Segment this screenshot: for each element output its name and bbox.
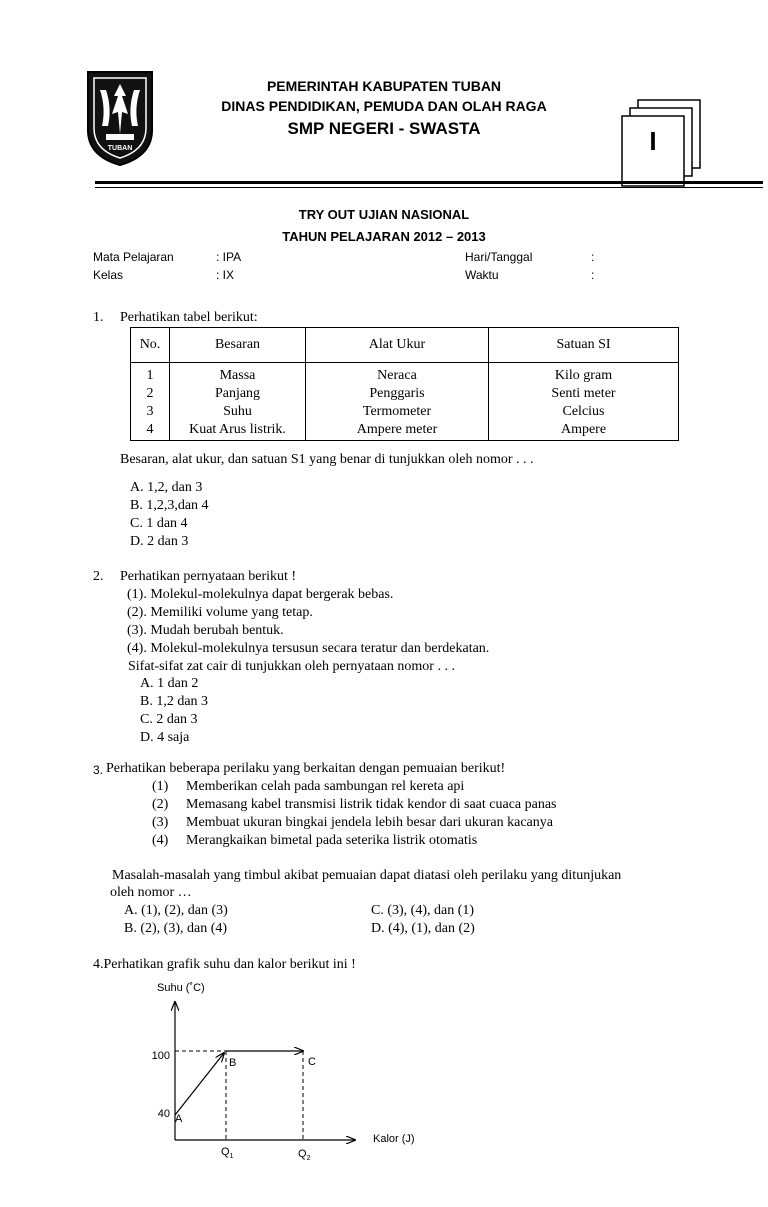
y-tick-label: 100 <box>151 1050 170 1062</box>
table-cell-satuan: Kilo gram Senti meter Celcius Ampere <box>489 363 679 441</box>
q2-statement-2: (2). Memiliki volume yang tetap. <box>127 605 313 620</box>
point-label-a: A <box>175 1113 183 1125</box>
date-label: Hari/Tanggal <box>465 250 533 264</box>
subject-value: : IPA <box>216 250 242 264</box>
q3-statement-text: Membuat ukuran bingkai jendela lebih besar dari ukuran kacanya <box>186 815 553 830</box>
exam-year: TAHUN PELAJARAN 2012 – 2013 <box>282 229 486 244</box>
header-line-2: DINAS PENDIDIKAN, PEMUDA DAN OLAH RAGA <box>221 98 547 114</box>
q4-prompt: 4.Perhatikan grafik suhu dan kalor berikut ini ! <box>93 957 356 972</box>
time-label: Waktu <box>465 268 499 282</box>
document-number: I <box>649 126 657 156</box>
y-tick-label: 40 <box>157 1108 170 1120</box>
q2-option-d[interactable]: D. 4 saja <box>140 730 190 745</box>
q3-prompt: Perhatikan beberapa perilaku yang berkaitan dengan pemuaian berikut! <box>106 761 506 776</box>
q3-option-d[interactable]: D. (4), (1), dan (2) <box>371 921 475 936</box>
q3-statement-text: Memasang kabel transmisi listrik tidak kendor di saat cuaca panas <box>186 797 557 812</box>
table-cell-besaran: Massa Panjang Suhu Kuat Arus listrik. <box>170 363 306 441</box>
q3-question-line-2: oleh nomor … <box>110 885 192 900</box>
time-value: : <box>591 268 595 282</box>
q1-number: 1. <box>93 310 104 325</box>
q2-option-b[interactable]: B. 1,2 dan 3 <box>140 694 209 709</box>
q1-option-a[interactable]: A. 1,2, dan 3 <box>130 480 203 495</box>
table-header-cell: Satuan SI <box>489 328 679 363</box>
y-axis-label: Suhu (˚C) <box>157 982 205 994</box>
q3-question-line-1: Masalah-masalah yang timbul akibat pemuaian dapat diatasi oleh perilaku yang ditunjukan <box>112 868 622 883</box>
q3-statement-text: Merangkaikan bimetal pada seterika listrik otomatis <box>186 833 478 848</box>
q3-statement-num: (1) <box>152 779 169 794</box>
q1-option-b[interactable]: B. 1,2,3,dan 4 <box>130 498 209 513</box>
q1-prompt: Perhatikan tabel berikut: <box>120 310 258 325</box>
header-line-1: PEMERINTAH KABUPATEN TUBAN <box>266 78 502 94</box>
q3-statement-text: Memberikan celah pada sambungan rel kereta api <box>186 779 465 794</box>
q3-option-c[interactable]: C. (3), (4), dan (1) <box>371 903 475 918</box>
table-header-cell: No. <box>131 328 170 363</box>
q1-option-c[interactable]: C. 1 dan 4 <box>130 516 188 531</box>
x-axis-label: Kalor (J) <box>373 1133 415 1145</box>
class-label: Kelas <box>93 268 124 282</box>
table-cell-numbers: 1 2 3 4 <box>131 363 170 441</box>
q3-statement-num: (4) <box>152 833 169 848</box>
q1-option-d[interactable]: D. 2 dan 3 <box>130 534 189 549</box>
q2-number: 2. <box>93 569 104 584</box>
q3-option-a[interactable]: A. (1), (2), dan (3) <box>124 903 228 918</box>
q3-statement-num: (3) <box>152 815 169 830</box>
segment-a-b <box>175 1053 224 1115</box>
q3-number: 3. <box>93 763 104 777</box>
q3-option-b[interactable]: B. (2), (3), dan (4) <box>124 921 228 936</box>
table-cell-alat-ukur: Neraca Penggaris Termometer Ampere meter <box>306 363 489 441</box>
date-value: : <box>591 250 595 264</box>
q1-question: Besaran, alat ukur, dan satuan S1 yang benar di tunjukkan oleh nomor . . . <box>120 452 534 467</box>
table-header-cell: Besaran <box>170 328 306 363</box>
q2-statement-1: (1). Molekul-molekulnya dapat bergerak bebas. <box>127 587 394 602</box>
q2-prompt: Perhatikan pernyataan berikut ! <box>120 569 297 584</box>
table-header-cell: Alat Ukur <box>306 328 489 363</box>
header-line-3: SMP NEGERI - SWASTA <box>287 119 481 138</box>
point-label-c: C <box>308 1056 316 1068</box>
q2-option-a[interactable]: A. 1 dan 2 <box>140 676 199 691</box>
x-tick-label: $Q_2$ <box>298 1148 311 1162</box>
point-label-b: B <box>229 1057 237 1069</box>
logo-lettering: TUBAN <box>107 145 133 152</box>
q2-statement-4: (4). Molekul-molekulnya tersusun secara teratur dan berdekatan. <box>127 641 490 656</box>
q2-question: Sifat-sifat zat cair di tunjukkan oleh pernyataan nomor . . . <box>128 659 455 674</box>
q2-statement-3: (3). Mudah berubah bentuk. <box>127 623 284 638</box>
class-value: : IX <box>216 268 235 282</box>
subject-label: Mata Pelajaran <box>93 250 174 264</box>
exam-title: TRY OUT UJIAN NASIONAL <box>298 207 470 222</box>
q2-option-c[interactable]: C. 2 dan 3 <box>140 712 198 727</box>
q3-statement-num: (2) <box>152 797 169 812</box>
x-tick-label: $Q_1$ <box>221 1146 234 1160</box>
